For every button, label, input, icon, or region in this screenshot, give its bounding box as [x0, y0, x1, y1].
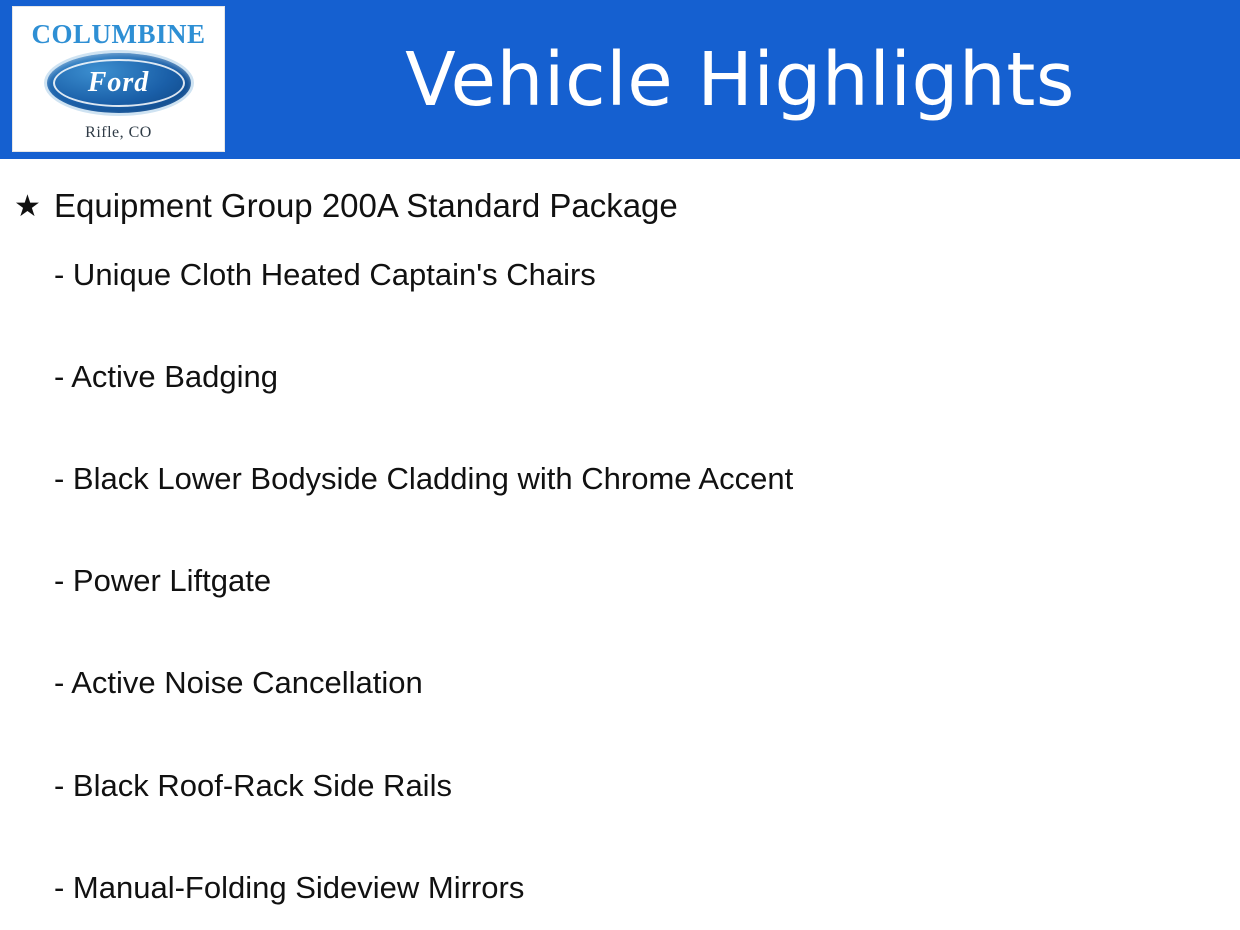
ford-oval-inner — [53, 59, 185, 107]
slide-header — [0, 0, 1240, 159]
star-icon: ★ — [14, 190, 41, 223]
ford-script-text: Ford — [87, 66, 150, 98]
list-item: - Black Lower Bodyside Cladding with Chrome Accent — [54, 460, 794, 496]
page-title: Vehicle Highlights — [405, 36, 1075, 123]
logo-wordmark: COLUMBINE — [31, 18, 206, 49]
list-item: - Active Badging — [54, 358, 279, 394]
ford-oval-icon — [44, 50, 194, 116]
feature-list — [0, 256, 1240, 906]
dealer-logo — [12, 6, 225, 152]
slide-body — [0, 186, 1240, 906]
list-item: - Unique Cloth Heated Captain's Chairs — [54, 256, 596, 292]
list-item: - Black Roof-Rack Side Rails — [54, 767, 452, 803]
main-bullet-label: Equipment Group 200A Standard Package — [54, 187, 678, 224]
list-item: - Power Liftgate — [54, 563, 272, 599]
main-bullet-row — [0, 186, 1240, 226]
list-item: - Manual-Folding Sideview Mirrors — [54, 869, 525, 905]
list-item: - Active Noise Cancellation — [54, 665, 423, 701]
logo-city-text: Rifle, CO — [85, 123, 152, 141]
